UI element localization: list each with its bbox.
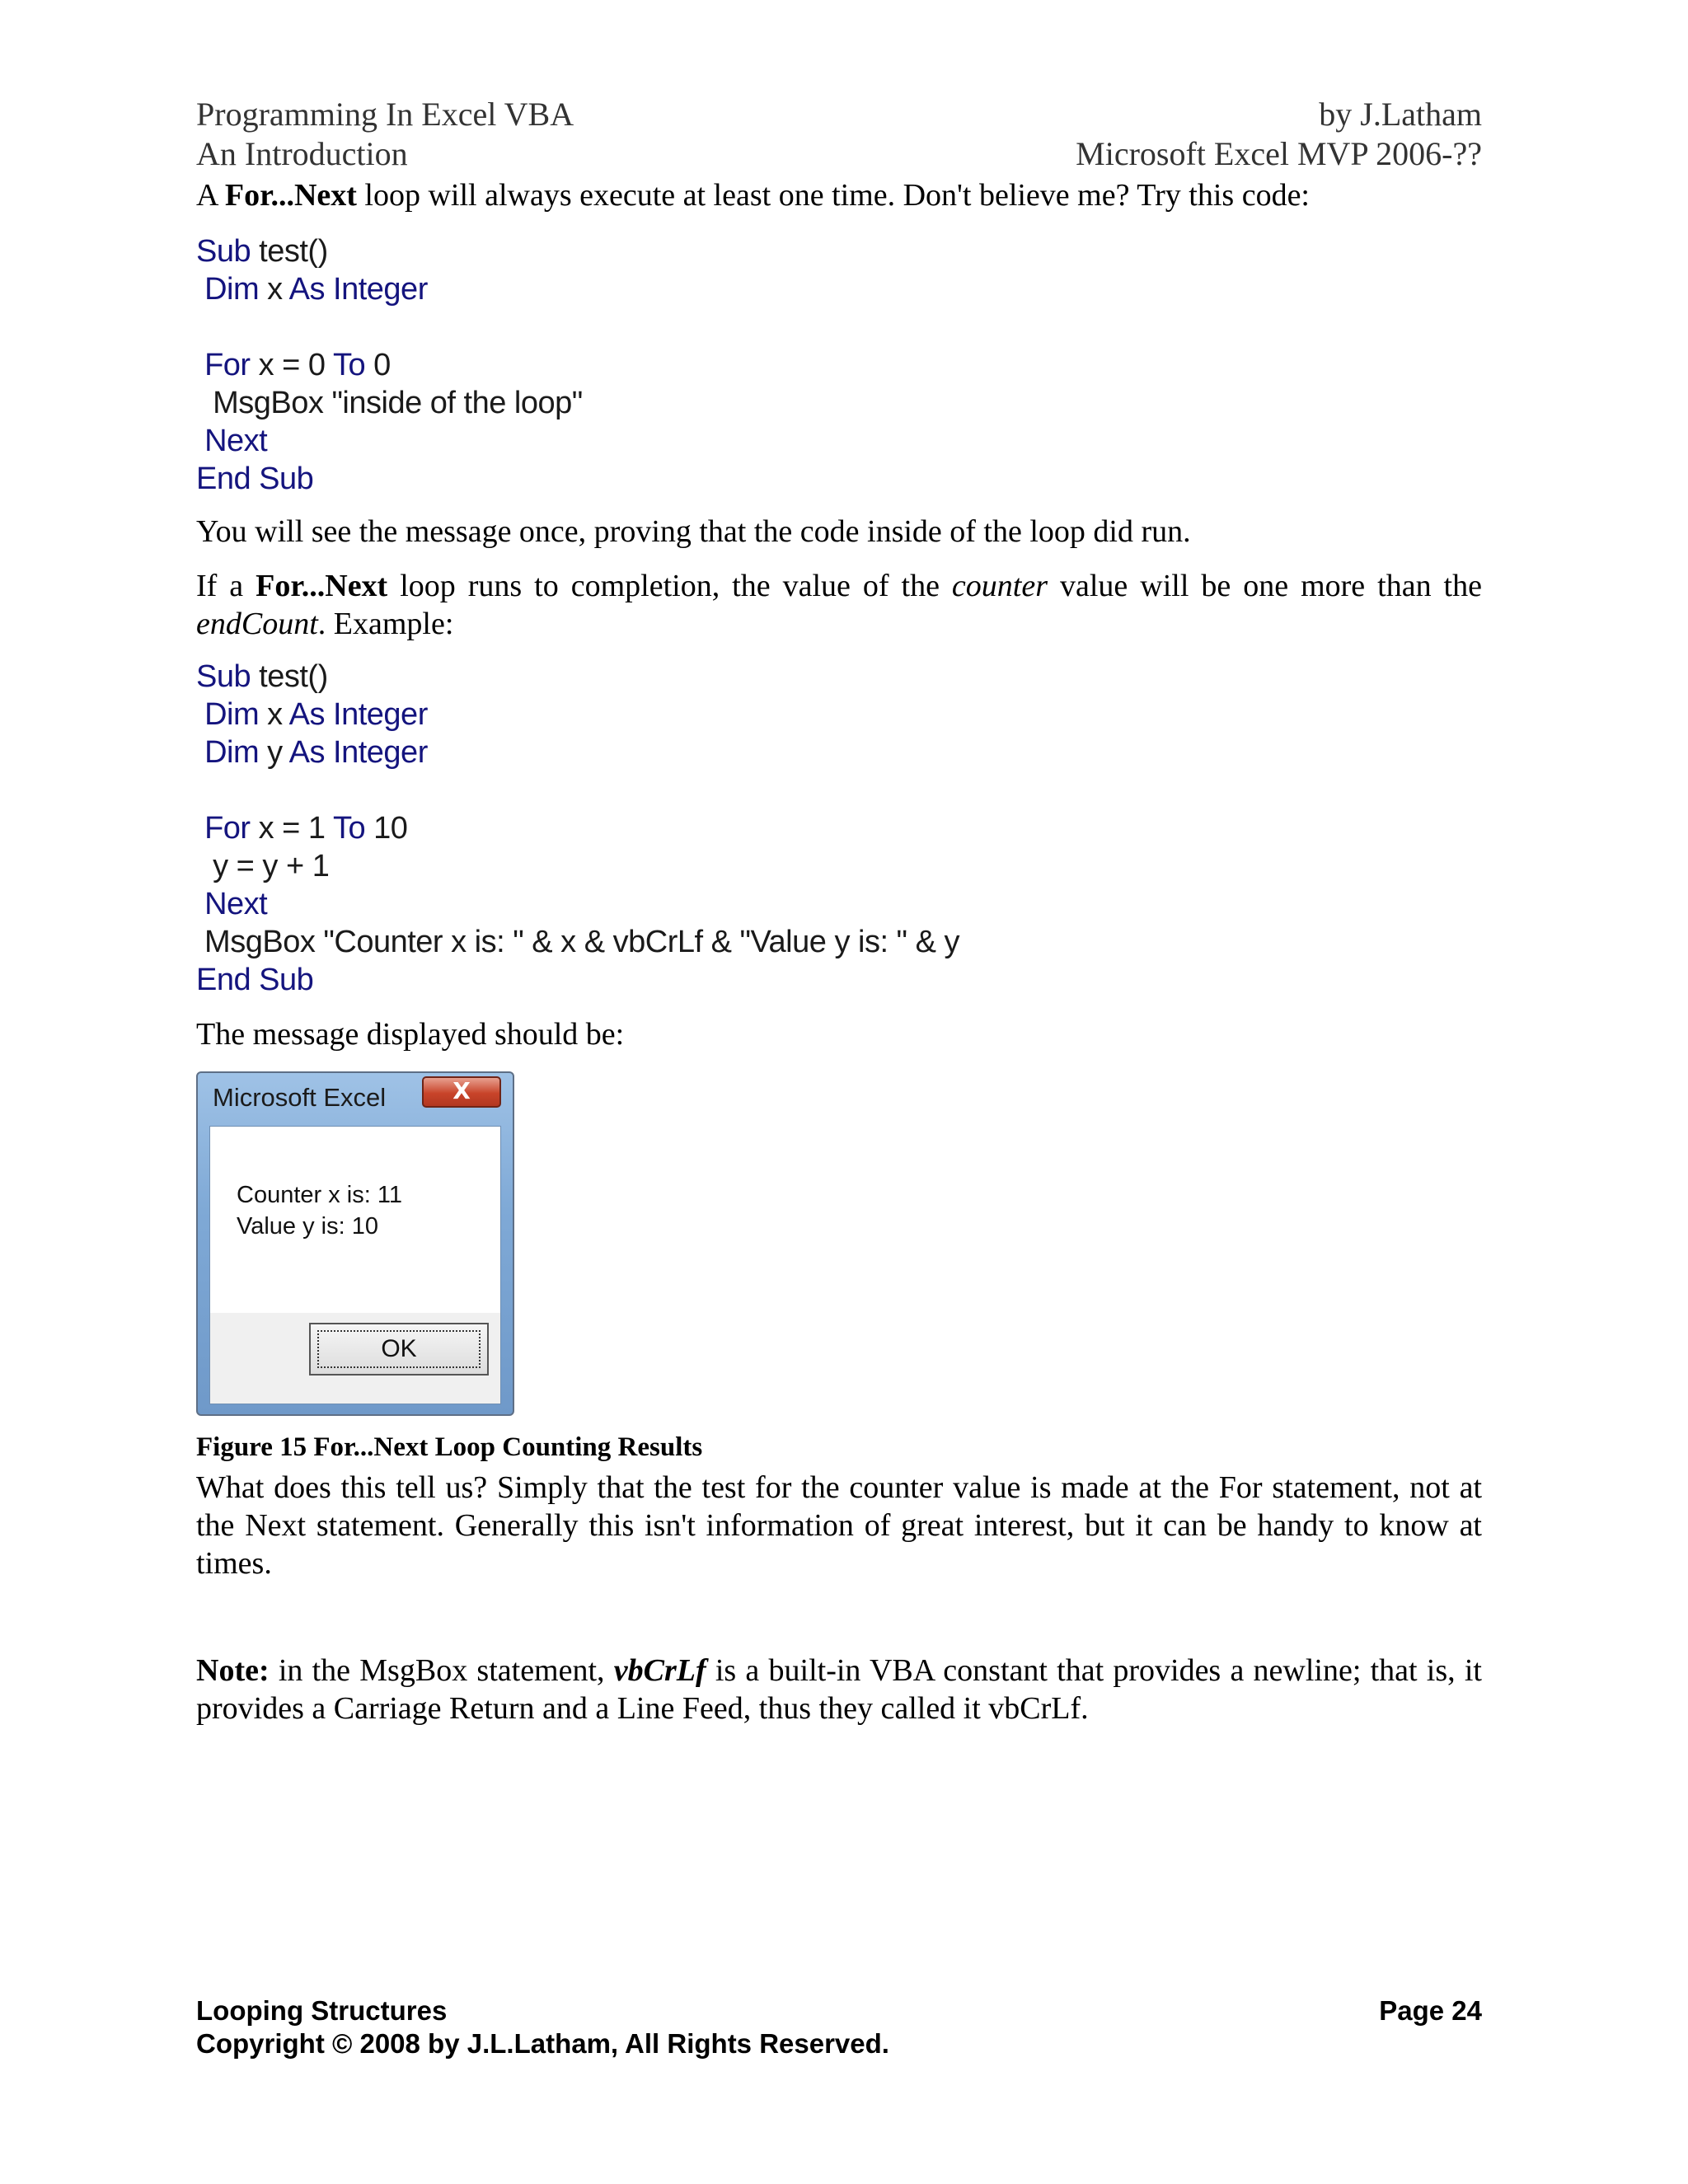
code-keyword: For — [204, 811, 251, 846]
footer-page-number: Page 24 — [1379, 1995, 1482, 2026]
code-text: x — [259, 272, 289, 307]
code-text: test() — [251, 234, 328, 269]
intro-text-rest: loop will always execute at least one time. Don't believe me? Try this code: — [356, 178, 1310, 213]
code-line — [196, 847, 959, 885]
code-keyword: Sub — [196, 234, 251, 269]
code-line — [196, 308, 583, 346]
code-keyword: As Integer — [288, 735, 428, 770]
code-text: MsgBox "inside of the loop" — [196, 386, 583, 420]
code-line — [196, 422, 583, 460]
code-text: x = 1 — [250, 811, 333, 846]
code-text: MsgBox "Counter x is: " & x & vbCrLf & "Value y is: " & y — [196, 925, 960, 959]
code-text: 10 — [365, 811, 408, 846]
code-text — [196, 348, 204, 382]
code-text: y = y + 1 — [196, 849, 330, 883]
code-text: x — [259, 697, 289, 732]
note-paragraph — [196, 1652, 1482, 1727]
code-line — [196, 460, 583, 498]
intro-keyword: For...Next — [224, 178, 357, 213]
code-block-1 — [196, 232, 583, 498]
code-keyword: Dim — [204, 272, 260, 307]
code-keyword: As Integer — [288, 697, 428, 732]
code-line — [196, 771, 959, 809]
code-keyword: Dim — [204, 697, 260, 732]
dialog-body — [209, 1126, 501, 1404]
code-line — [196, 885, 959, 923]
code-line — [196, 733, 959, 771]
code-line — [196, 809, 959, 847]
code-text: y — [259, 735, 289, 770]
code-line — [196, 961, 959, 999]
header-subtitle: An Introduction — [196, 135, 408, 172]
dialog-title: Microsoft Excel — [213, 1083, 387, 1112]
code-text — [196, 272, 204, 307]
code-keyword: For — [204, 348, 251, 382]
code-text — [196, 424, 204, 458]
code-text — [196, 697, 204, 732]
code-text: x = 0 — [250, 348, 333, 382]
ok-button[interactable] — [309, 1323, 489, 1376]
code-text: 0 — [365, 348, 391, 382]
code-line — [196, 270, 583, 308]
message-box-dialog — [196, 1071, 514, 1416]
footer-section: Looping Structures — [196, 1995, 448, 2026]
para-message: The message displayed should be: — [196, 1017, 625, 1052]
document-page — [196, 0, 1482, 2184]
note-text-2: is a built-in VBA constant that provides a newline; that is, it provides a Carriage Return and a Line Feed, thus they called it vbCrLf. — [196, 1653, 1482, 1726]
intro-paragraph — [196, 176, 1482, 214]
para-tell: What does this tell us? Simply that the test for the counter value is made at the For statement, not at the Next statement. Generally this isn't information of great interest, but it can be handy to know at times. — [196, 1470, 1482, 1581]
para-completion-t2: loop runs to completion, the value of the — [387, 569, 952, 603]
code-line — [196, 346, 583, 384]
code-keyword: Dim — [204, 735, 260, 770]
code-keyword: End Sub — [196, 462, 314, 496]
code-keyword: Next — [204, 887, 268, 921]
para-once: You will see the message once, proving that the code inside of the loop did run. — [196, 514, 1191, 549]
code-keyword: Sub — [196, 659, 251, 694]
note-text-1: in the MsgBox statement, — [269, 1653, 614, 1688]
figure-caption: Figure 15 For...Next Loop Counting Results — [196, 1432, 703, 1462]
code-line — [196, 384, 583, 422]
header-author: by J.Latham — [1319, 96, 1482, 133]
note-label: Note: — [196, 1653, 270, 1688]
ok-button-label: OK — [317, 1330, 481, 1368]
code-line — [196, 696, 959, 733]
footer-copyright: Copyright © 2008 by J.L.Latham, All Rights Reserved. — [196, 2028, 889, 2059]
code-keyword: As Integer — [288, 272, 428, 307]
para-completion-em-endcount: endCount — [196, 607, 318, 641]
para-completion-t1: If a — [196, 569, 256, 603]
code-block-2 — [196, 658, 959, 999]
dialog-message-line1: Counter x is: 11 — [237, 1182, 402, 1208]
code-text — [196, 887, 204, 921]
page-footer — [196, 1994, 1482, 2027]
code-line — [196, 232, 583, 270]
para-completion — [196, 567, 1482, 643]
code-keyword: End Sub — [196, 963, 314, 997]
dialog-message — [237, 1179, 402, 1242]
para-completion-keyword: For...Next — [256, 569, 388, 603]
code-line — [196, 923, 959, 961]
para-completion-t3: value will be one more than the — [1048, 569, 1482, 603]
code-keyword: To — [332, 348, 366, 382]
code-text: test() — [251, 659, 328, 694]
header-credential: Microsoft Excel MVP 2006-?? — [1076, 135, 1482, 172]
note-constant: vbCrLf — [613, 1653, 706, 1688]
dialog-message-line2: Value y is: 10 — [237, 1213, 378, 1240]
header-title: Programming In Excel VBA — [196, 96, 574, 133]
code-text — [196, 811, 204, 846]
close-icon[interactable]: X — [422, 1076, 501, 1108]
code-keyword: Next — [204, 424, 268, 458]
para-completion-em-counter: counter — [951, 569, 1048, 603]
intro-text-a: A — [196, 178, 225, 213]
code-text — [196, 735, 204, 770]
code-line — [196, 658, 959, 696]
code-keyword: To — [332, 811, 366, 846]
para-completion-t4: . Example: — [317, 607, 454, 641]
